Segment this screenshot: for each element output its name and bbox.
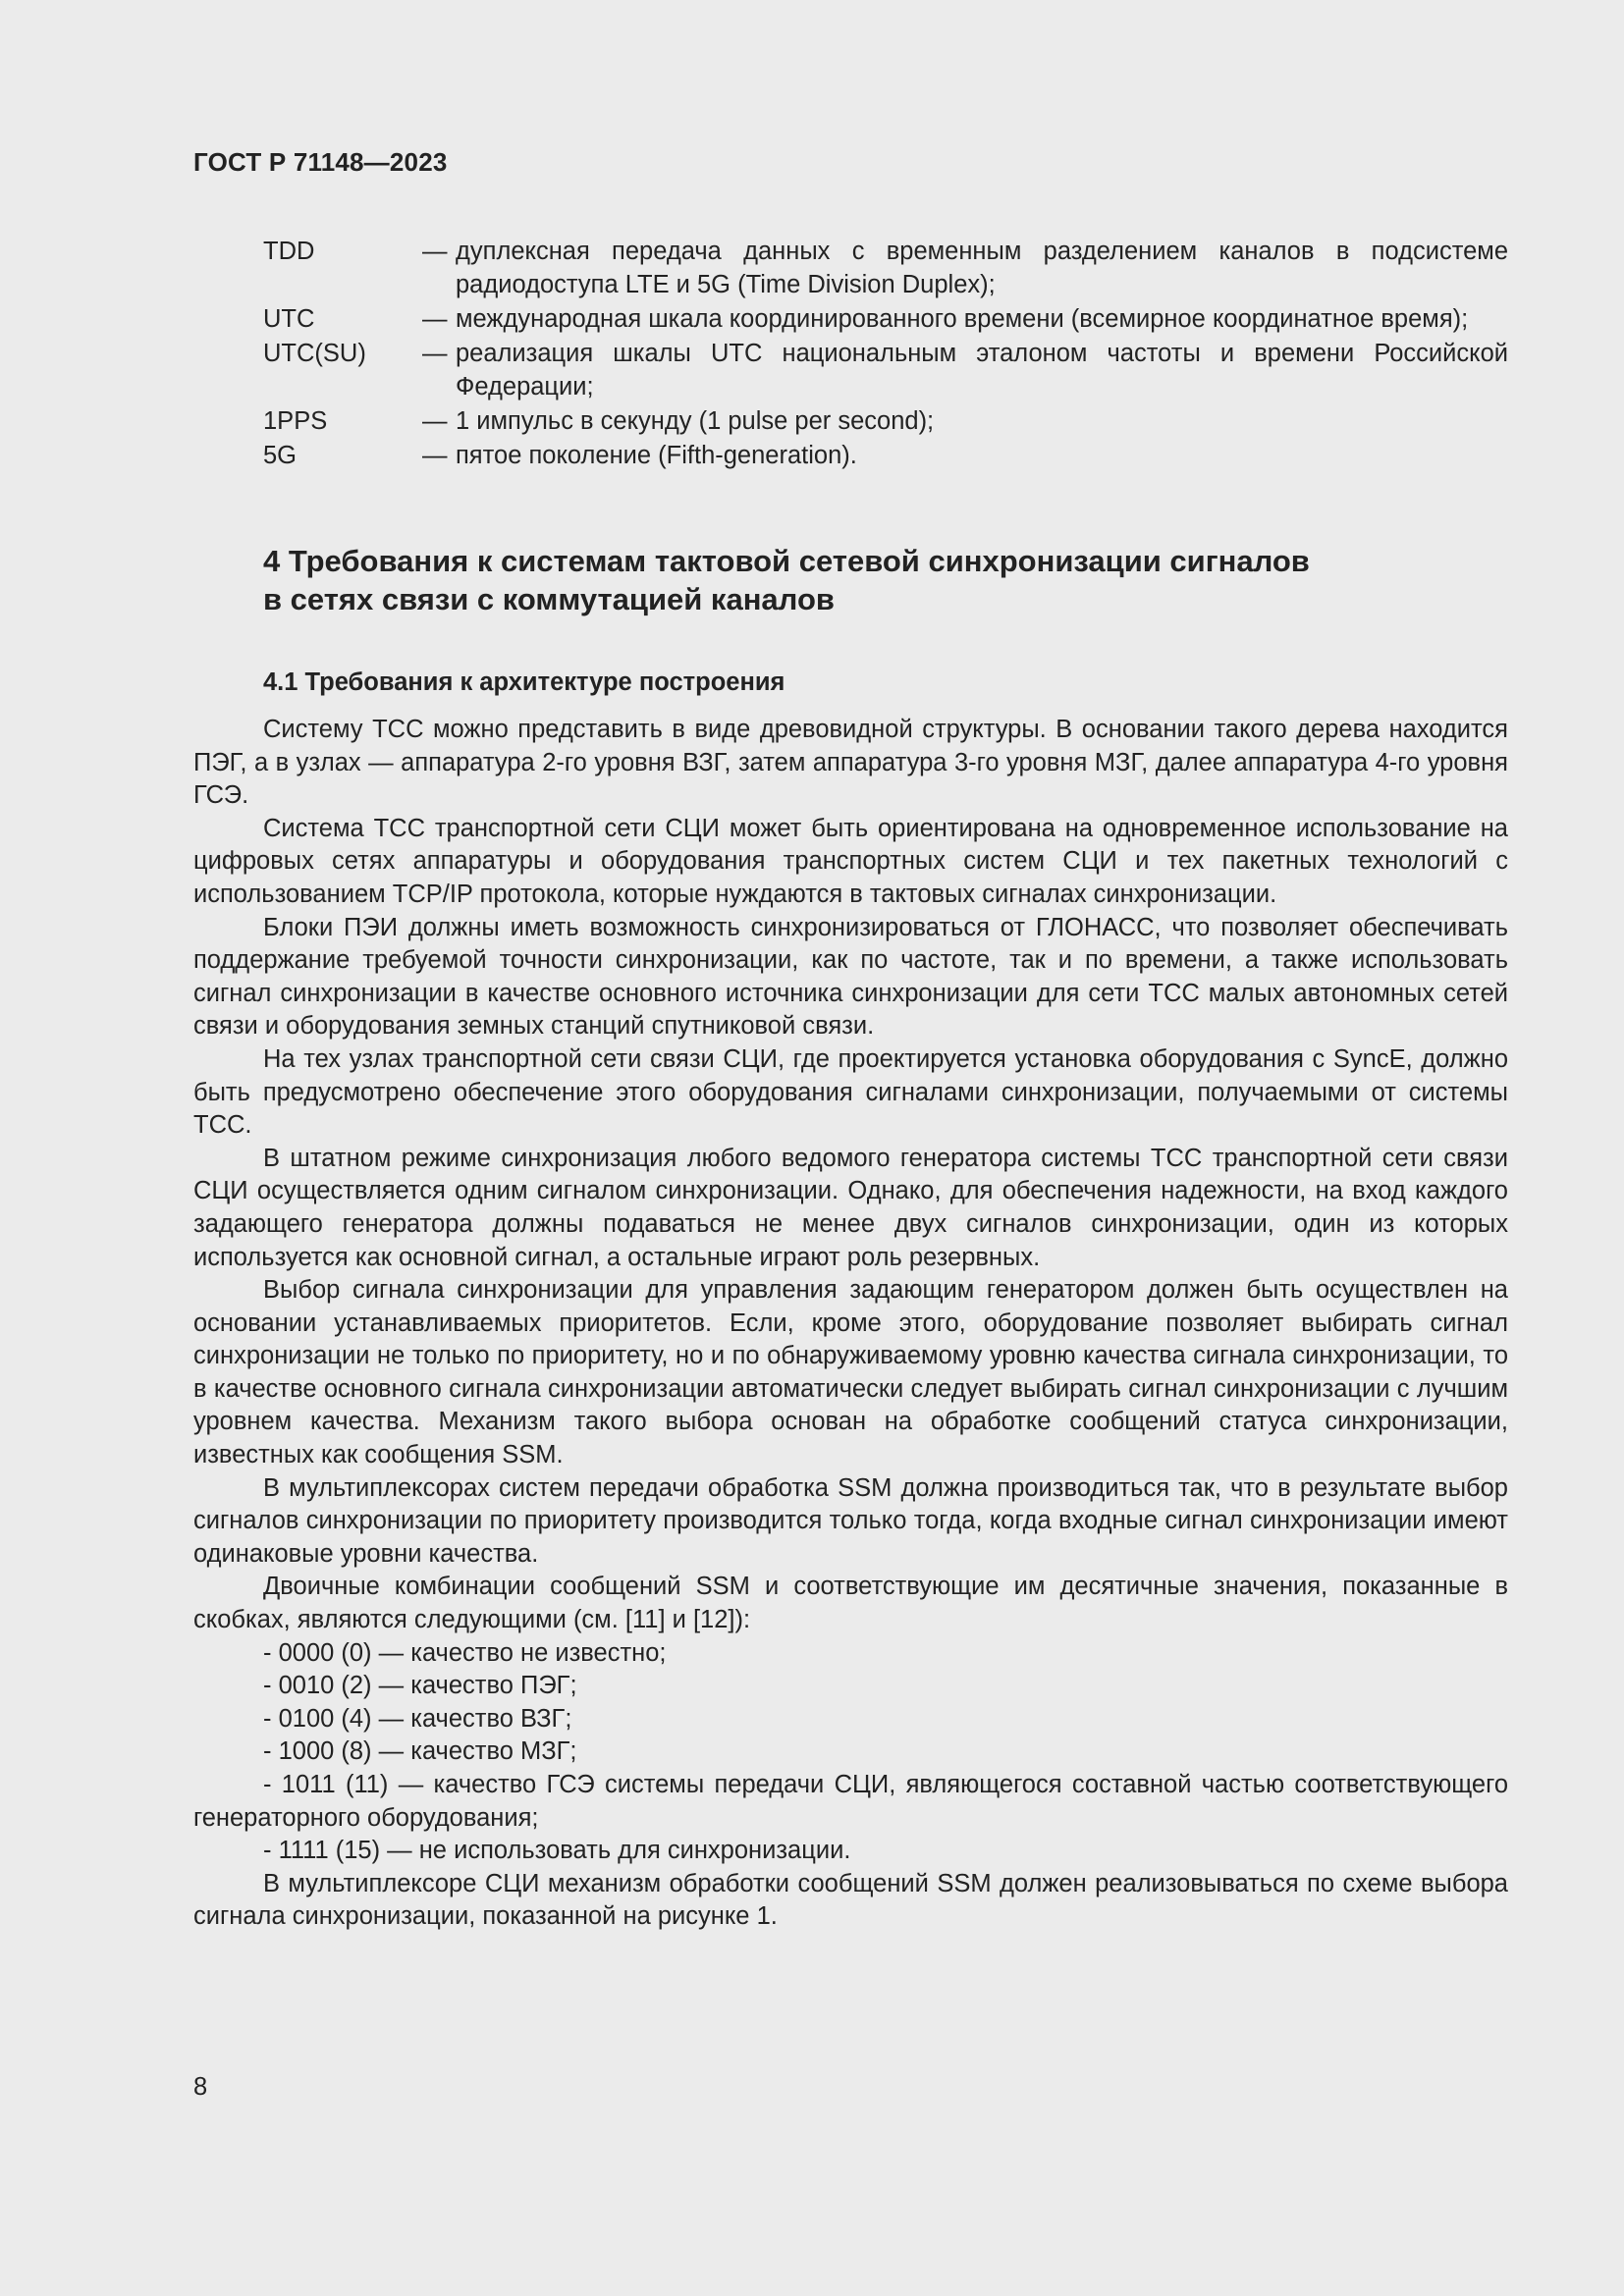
paragraph: Выбор сигнала синхронизации для управления задающим генератором должен быть осуществлен на основании устанавливаемых приоритетов. Если, кроме этого, оборудование позволяет выбирать сигнал синхронизации не только по приоритету, но и по обнаруживаемому уровню качества сигнала синхронизации, то в качестве основного сигнала синхронизации автоматически следует выбирать сигнал синхронизации с лучшим уровнем качества. Механизм такого выбора основан на обработке сообщений статуса синхронизации, известных как сообщения SSM. <box>193 1276 1508 1469</box>
abbreviation-definition: пятое поколение (Fifth-generation). <box>456 442 857 469</box>
abbreviation-dash: — <box>422 340 448 367</box>
abbreviation-dash: — <box>422 407 448 435</box>
section-title-line-2: в сетях связи с коммутацией каналов <box>263 582 835 616</box>
abbreviation-definition: реализация шкалы UTC национальным эталоном частоты и времени Российской Федерации; <box>456 340 1508 400</box>
abbreviation-list <box>263 235 1508 473</box>
abbreviation-definition: международная шкала координированного времени (всемирное координатное время); <box>456 305 1469 333</box>
paragraph: Блоки ПЭИ должны иметь возможность синхронизироваться от ГЛОНАСС, что позволяет обеспечивать поддержание требуемой точности синхронизации, как по частоте, так и по времени, а также использовать сигнал синхронизации в качестве основного источника синхронизации для сети ТСС малых автономных сетей связи и оборудования земных станций спутниковой связи. <box>193 913 1508 1041</box>
paragraph: На тех узлах транспортной сети связи СЦИ, где проектируется установка оборудования с SyncE, должно быть предусмотрено обеспечение этого оборудования сигналами синхронизации, получаемыми от системы ТСС. <box>193 1044 1508 1140</box>
paragraph: Систему ТСС можно представить в виде древовидной структуры. В основании такого дерева находится ПЭГ, а в узлах — аппаратура 2-го уровня ВЗГ, затем аппаратура 3-го уровня МЗГ, далее аппаратура 4-го уровня ГСЭ. <box>193 716 1508 810</box>
ssm-list-item: - 1011 (11) — качество ГСЭ системы передачи СЦИ, являющегося составной частью соответствующего генераторного оборудования; <box>193 1771 1508 1832</box>
document-header: ГОСТ Р 71148—2023 <box>193 147 448 177</box>
body-text <box>193 714 1508 1934</box>
abbreviation-term: 1PPS <box>263 407 328 435</box>
ssm-list-item: - 0000 (0) — качество не известно; <box>263 1638 667 1667</box>
abbreviation-dash: — <box>422 238 448 265</box>
abbreviation-definition: 1 импульс в секунду (1 pulse per second); <box>456 407 935 435</box>
section-title <box>263 542 1508 618</box>
abbreviation-term: UTC <box>263 305 315 333</box>
abbreviation-definition: дуплексная передача данных с временным разделением каналов в подсистеме радиодоступа LTE и 5G (Time Division Duplex); <box>456 238 1508 298</box>
subsection-title: 4.1 Требования к архитектуре построения <box>263 668 785 696</box>
paragraph: В штатном режиме синхронизация любого ведомого генератора системы ТСС транспортной сети связи СЦИ осуществляется одним сигналом синхронизации. Однако, для обеспечения надежности, на вход каждого задающего генератора должны подаваться не менее двух сигналов синхронизации, один из которых используется как основной сигнал, а остальные играют роль резервных. <box>193 1144 1508 1271</box>
closing-paragraph: В мультиплексоре СЦИ механизм обработки сообщений SSM должен реализовываться по схеме выбора сигнала синхронизации, показанной на рисунке 1. <box>193 1869 1508 1931</box>
abbreviation-row <box>263 337 1508 403</box>
section-title-line-1: 4 Требования к системам тактовой сетевой синхронизации сигналов <box>263 544 1310 578</box>
ssm-list-item: - 0100 (4) — качество ВЗГ; <box>263 1704 572 1733</box>
abbreviation-row <box>263 439 1508 472</box>
ssm-list-item: - 0010 (2) — качество ПЭГ; <box>263 1672 577 1700</box>
abbreviation-term: TDD <box>263 238 315 265</box>
abbreviation-dash: — <box>422 442 448 469</box>
paragraph: В мультиплексорах систем передачи обработка SSM должна производиться так, что в результате выбор сигналов синхронизации по приоритету производится только тогда, когда входные сигнал синхронизации имеют одинаковые уровни качества. <box>193 1473 1508 1568</box>
page-number: 8 <box>193 2073 208 2101</box>
paragraph: Двоичные комбинации сообщений SSM и соответствующие им десятичные значения, показанные в скобках, являются следующими (см. [11] и [12]): <box>193 1573 1508 1634</box>
abbreviation-dash: — <box>422 305 448 333</box>
abbreviation-row <box>263 235 1508 301</box>
paragraph: Система ТСС транспортной сети СЦИ может быть ориентирована на одновременное использование на цифровых сетях аппаратуры и оборудования транспортных систем СЦИ и тех пакетных технологий с использованием TCP/IP протокола, которые нуждаются в тактовых сигналах синхронизации. <box>193 814 1508 908</box>
abbreviation-term: 5G <box>263 442 298 469</box>
ssm-list-item: - 1111 (15) — не использовать для синхронизации. <box>263 1837 851 1865</box>
abbreviation-row <box>263 404 1508 438</box>
ssm-list-item: - 1000 (8) — качество МЗГ; <box>263 1737 577 1766</box>
abbreviation-term: UTC(SU) <box>263 340 366 367</box>
abbreviation-row <box>263 302 1508 336</box>
